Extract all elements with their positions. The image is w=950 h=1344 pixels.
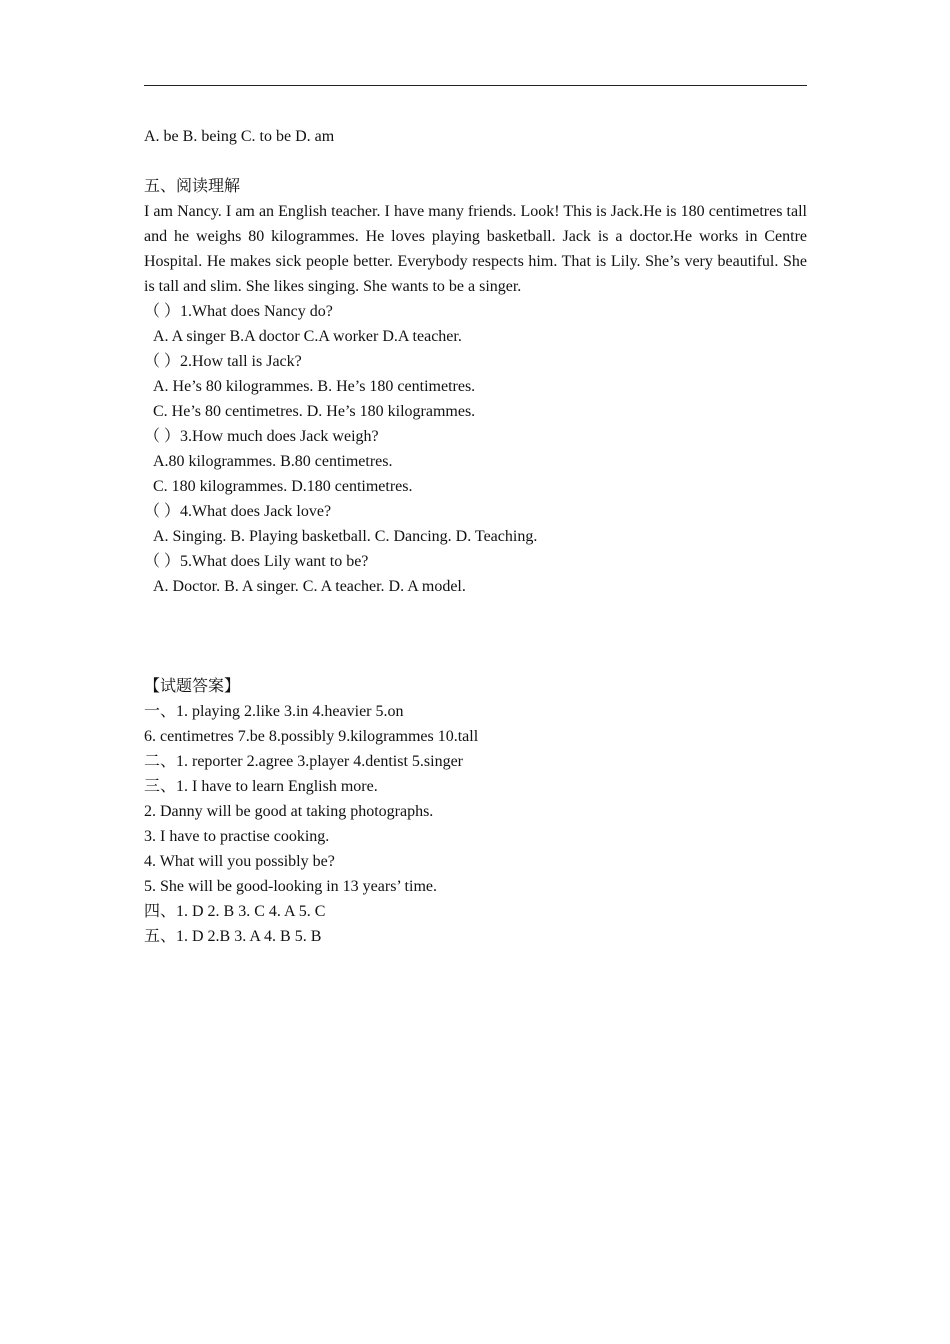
question-4: （ ）4.What does Jack love?	[144, 503, 332, 520]
answer-line: 2. Danny will be good at taking photographs.	[144, 803, 434, 820]
answer-line: 3. I have to practise cooking.	[144, 828, 330, 845]
answer-key	[144, 699, 807, 949]
question-5: （ ）5.What does Lily want to be?	[144, 553, 369, 570]
answer-line: 四、1. D 2. B 3. C 4. A 5. C	[144, 903, 326, 920]
question-3: （ ）3.How much does Jack weigh?	[144, 428, 379, 445]
question-2: （ ）2.How tall is Jack?	[144, 353, 302, 370]
question-1-options: A. A singer B.A doctor C.A worker D.A teacher.	[153, 328, 462, 345]
reading-passage: I am Nancy. I am an English teacher. I have many friends. Look! This is Jack.He is 180 centimetres tall and he weighs 80 kilogrammes. He loves playing basketball. Jack is a doctor.He works in Centre Hospital. He makes sick people better. Everybody respects him. That is Lily. She’s very beautiful. She is tall and slim. She likes singing. She wants to be a singer.	[144, 203, 807, 295]
answer-line: 三、1. I have to learn English more.	[144, 778, 378, 795]
previous-question-options: A. be B. being C. to be D. am	[144, 128, 335, 145]
answer-key-heading: 【试题答案】	[144, 678, 241, 695]
question-2-options-row-2: C. He’s 80 centimetres. D. He’s 180 kilogrammes.	[153, 403, 476, 420]
question-3-options-row-1: A.80 kilogrammes. B.80 centimetres.	[153, 453, 393, 470]
question-2-options-row-1: A. He’s 80 kilogrammes. B. He’s 180 centimetres.	[153, 378, 476, 395]
header-rule	[144, 85, 807, 86]
question-list	[144, 299, 807, 599]
answer-line: 4. What will you possibly be?	[144, 853, 335, 870]
answer-line: 一、1. playing 2.like 3.in 4.heavier 5.on	[144, 703, 404, 720]
page-content	[144, 124, 807, 949]
question-4-options: A. Singing. B. Playing basketball. C. Dancing. D. Teaching.	[153, 528, 538, 545]
question-1: （ ）1.What does Nancy do?	[144, 303, 333, 320]
question-5-options: A. Doctor. B. A singer. C. A teacher. D. A model.	[153, 578, 466, 595]
section-heading-reading: 五、阅读理解	[144, 178, 241, 195]
answer-line: 5. She will be good-looking in 13 years’ time.	[144, 878, 437, 895]
answer-line: 二、1. reporter 2.agree 3.player 4.dentist 5.singer	[144, 753, 464, 770]
answer-line: 6. centimetres 7.be 8.possibly 9.kilogrammes 10.tall	[144, 728, 479, 745]
answer-line: 五、1. D 2.B 3. A 4. B 5. B	[144, 928, 322, 945]
question-3-options-row-2: C. 180 kilogrammes. D.180 centimetres.	[153, 478, 413, 495]
